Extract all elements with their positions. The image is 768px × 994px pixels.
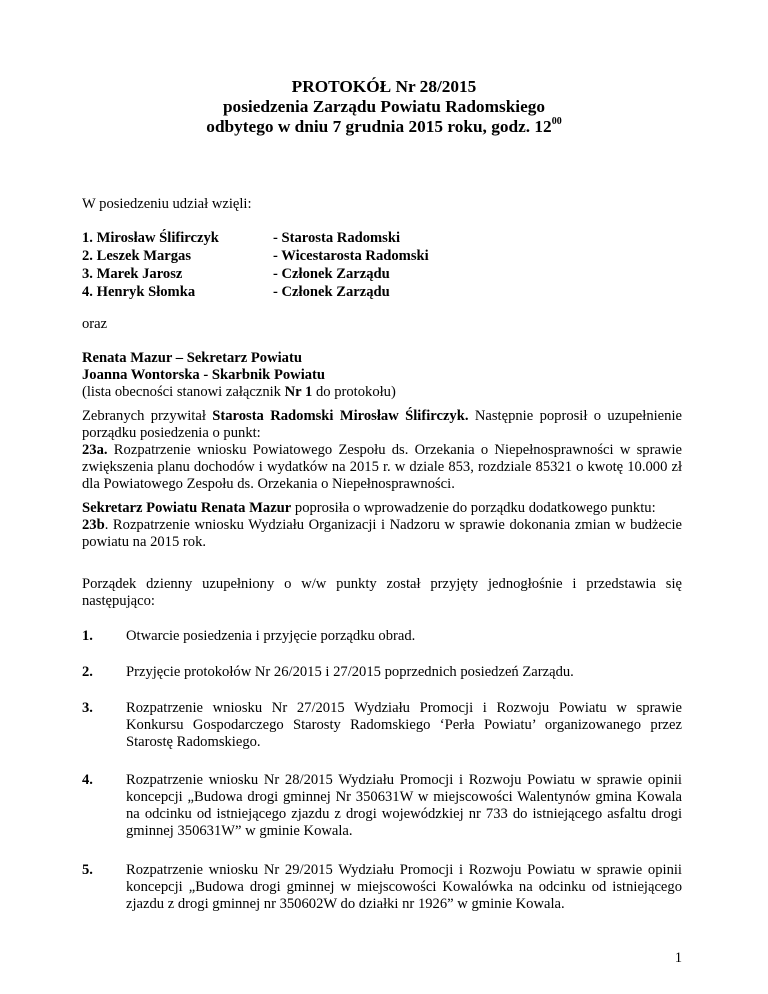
member-name: 2. Leszek Margas bbox=[82, 248, 192, 264]
title-line-3: odbytego w dniu 7 grudnia 2015 roku, godz. $12^{00}$ bbox=[206, 116, 562, 136]
member-row bbox=[82, 248, 429, 266]
member-row bbox=[82, 284, 429, 302]
agenda-item: 5. Rozpatrzenie wniosku Nr 29/2015 Wydziału Promocji i Rozwoju Powiatu w sprawie opinii koncepcji „Budowa drogi gminnej w miejscowości Kowalówka na odcinku od istniejącego zjazdu z drogi gminnej nr 350602W do działki nr 1926” w gminie Kowala. bbox=[82, 862, 682, 912]
member-name: 4. Henryk Słomka bbox=[82, 284, 196, 300]
other-attendees bbox=[82, 350, 682, 401]
member-role: - Wicestarosta Radomski bbox=[273, 248, 429, 264]
attendance-list-note: (lista obecności stanowi załącznik Nr 1 do protokołu) bbox=[82, 384, 396, 400]
attendance-intro: W posiedzeniu udział wzięli: bbox=[82, 196, 252, 212]
oraz-label: oraz bbox=[82, 316, 108, 332]
treasurer-line: Joanna Wontorska - Skarbnik Powiatu bbox=[82, 367, 326, 383]
member-list bbox=[82, 230, 429, 302]
page-number: 1 bbox=[674, 950, 682, 966]
paragraph-secretary: Sekretarz Powiatu Renata Mazur poprosiła o wprowadzenie do porządku dodatkowego punktu: 23b. Rozpatrzenie wniosku Wydziału Organizacji i Nadzoru w sprawie dokonania zmian w budżecie powiatu na 2015 rok. bbox=[82, 500, 682, 550]
member-role: - Członek Zarządu bbox=[273, 284, 390, 300]
title-line-2: posiedzenia Zarządu Powiatu Radomskiego bbox=[222, 97, 546, 116]
agenda-item: 2. Przyjęcie protokołów Nr 26/2015 i 27/2015 poprzednich posiedzeń Zarządu. bbox=[82, 664, 574, 680]
secretary-line: Renata Mazur – Sekretarz Powiatu bbox=[82, 350, 302, 366]
agenda-item: 1. Otwarcie posiedzenia i przyjęcie porządku obrad. bbox=[82, 628, 416, 644]
member-name: 1. Mirosław Ślifirczyk bbox=[82, 230, 219, 246]
member-row bbox=[82, 230, 429, 248]
document-title bbox=[0, 77, 768, 137]
member-row bbox=[82, 266, 429, 284]
agenda-item: 3. Rozpatrzenie wniosku Nr 27/2015 Wydziału Promocji i Rozwoju Powiatu w sprawie Konkursu Gospodarczego Starosty Radomskiego ‘Perła Powiatu’ organizowanego przez Starostę Radomskiego. bbox=[82, 700, 682, 750]
title-line-1: PROTOKÓŁ Nr 28/2015 bbox=[291, 77, 477, 96]
member-role: - Członek Zarządu bbox=[273, 266, 390, 282]
member-name: 3. Marek Jarosz bbox=[82, 266, 183, 282]
agenda-item: 4. Rozpatrzenie wniosku Nr 28/2015 Wydziału Promocji i Rozwoju Powiatu w sprawie opinii koncepcji „Budowa drogi gminnej Nr 350631W w miejscowości Walentynów gmina Kowala na odcinku od istniejącego zjazdu z drogi wojewódzkiej nr 733 do istniejącego asfaltu drogi gminnej 350631W” w gminie Kowala. bbox=[82, 772, 682, 839]
member-role: - Starosta Radomski bbox=[273, 230, 401, 246]
paragraph-starosta: Zebranych przywitał Starosta Radomski Mirosław Ślifirczyk. Następnie poprosił o uzupełnienie porządku posiedzenia o punkt: 23a. Rozpatrzenie wniosku Powiatowego Zespołu ds. Orzekania o Niepełnosprawności w sprawie zwiększenia planu dochodów i wydatków na 2015 r. w dziale 853, rozdziale 85321 o kwotę 10.000 zł dla Powiatowego Zespołu ds. Orzekania o Niepełnosprawności. bbox=[82, 408, 682, 492]
paragraph-agenda-intro: Porządek dzienny uzupełniony o w/w punkty został przyjęty jednogłośnie i przedstawia się następująco: bbox=[82, 576, 682, 609]
